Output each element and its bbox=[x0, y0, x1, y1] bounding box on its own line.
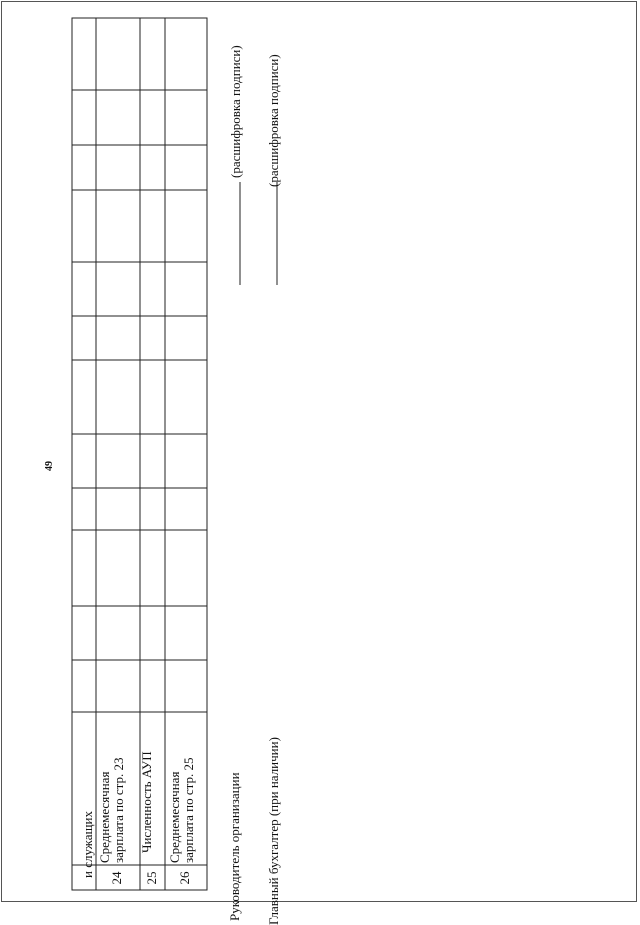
row-label-25: Численность АУП bbox=[139, 751, 154, 853]
row-label-24 bbox=[98, 713, 134, 863]
signature-role-director: Руководитель организации bbox=[227, 772, 242, 921]
row-number-25: 25 bbox=[144, 871, 159, 885]
row-label-26-line-2: зарплата по стр. 25 bbox=[180, 757, 196, 863]
row-label-24-line-2: зарплата по стр. 23 bbox=[110, 757, 126, 863]
table-header-fragment: и служащих bbox=[80, 810, 95, 878]
signature-caption-accountant: (расшифровка подписи) bbox=[266, 54, 281, 187]
signature-caption-director: (расшифровка подписи) bbox=[228, 45, 243, 178]
row-label-26-line-1: Среднемесячная bbox=[167, 771, 182, 863]
page-number: 49 bbox=[44, 461, 55, 471]
signature-role-accountant: Главный бухгалтер (при наличии) bbox=[266, 737, 281, 925]
row-label-26 bbox=[168, 713, 204, 863]
row-number-26: 26 bbox=[177, 871, 192, 885]
row-label-24-line-1: Среднемесячная bbox=[97, 771, 112, 863]
row-number-24: 24 bbox=[109, 871, 124, 885]
